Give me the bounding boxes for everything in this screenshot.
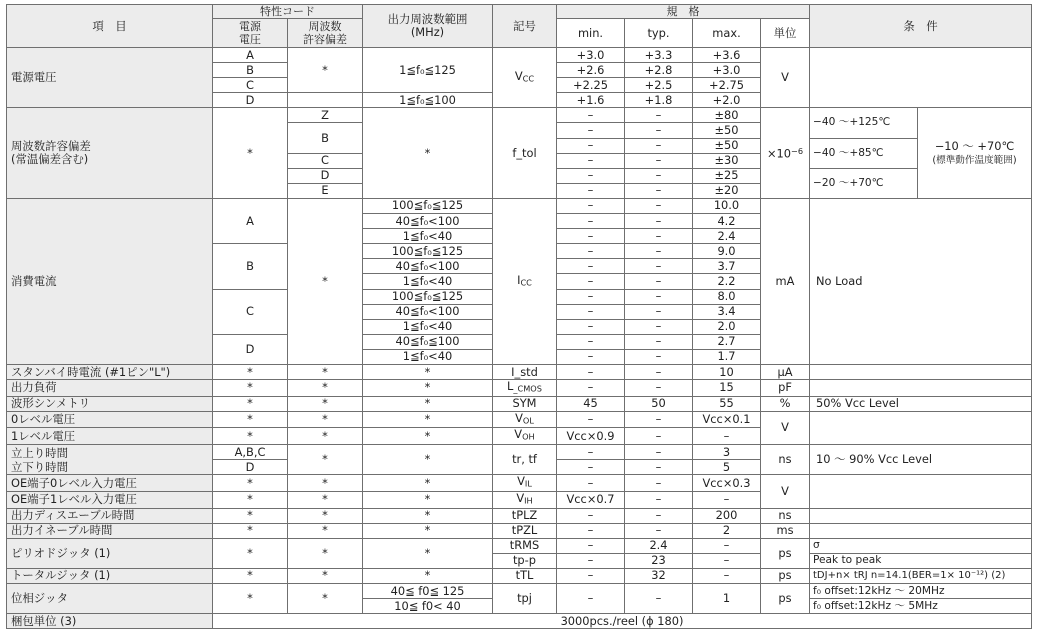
min-cell: – bbox=[557, 123, 625, 138]
freq-cell: 1≦f₀<40 bbox=[363, 349, 493, 364]
freq-cell: 1≦f₀<40 bbox=[363, 319, 493, 334]
min-cell: – bbox=[557, 108, 625, 123]
any-mark: * bbox=[288, 396, 363, 411]
max-cell: – bbox=[693, 538, 761, 553]
min-cell: – bbox=[557, 229, 625, 244]
code-cell: A bbox=[213, 48, 288, 63]
symbol-cell: SYM bbox=[493, 396, 557, 411]
max-cell: +2.75 bbox=[693, 78, 761, 93]
symbol-text: L bbox=[507, 379, 514, 394]
any-mark: * bbox=[288, 584, 363, 614]
freq-cell: 1≦f₀≦125 bbox=[363, 48, 493, 93]
code-cell: C bbox=[288, 153, 363, 168]
unit-cell: V bbox=[761, 411, 810, 444]
cond-cell bbox=[810, 523, 1032, 538]
symbol-cell: tpj bbox=[493, 584, 557, 614]
header-symbol: 記号 bbox=[493, 5, 557, 48]
any-mark: * bbox=[363, 508, 493, 523]
cond-cell bbox=[810, 411, 1032, 444]
typ-cell: – bbox=[625, 523, 693, 538]
min-cell: 45 bbox=[557, 396, 625, 411]
min-cell: +1.6 bbox=[557, 93, 625, 108]
any-mark: * bbox=[363, 491, 493, 508]
any-mark: * bbox=[288, 48, 363, 93]
typ-cell: 32 bbox=[625, 568, 693, 583]
unit-exp: −6 bbox=[790, 146, 804, 157]
freq-cell: 100≦f₀≦125 bbox=[363, 289, 493, 304]
typ-cell: 23 bbox=[625, 553, 693, 568]
table-row bbox=[7, 108, 1032, 123]
header-item: 項 目 bbox=[7, 5, 213, 48]
any-mark: * bbox=[213, 568, 288, 583]
max-cell: 200 bbox=[693, 508, 761, 523]
unit-cell: ns bbox=[761, 508, 810, 523]
typ-cell: – bbox=[625, 411, 693, 428]
max-cell: – bbox=[693, 428, 761, 445]
min-cell: – bbox=[557, 553, 625, 568]
table-row bbox=[7, 364, 1032, 379]
min-cell: – bbox=[557, 475, 625, 492]
max-cell: Vcc×0.1 bbox=[693, 411, 761, 428]
vih-item: OE端子1レベル入力電圧 bbox=[7, 491, 213, 508]
typ-cell: 50 bbox=[625, 396, 693, 411]
cond-temp: −20 ～+70℃ bbox=[810, 168, 918, 198]
min-cell: – bbox=[557, 214, 625, 229]
any-mark: * bbox=[288, 198, 363, 364]
cond-cell: σ bbox=[810, 538, 1032, 553]
max-cell: ±20 bbox=[693, 183, 761, 198]
unit-text: ×10 bbox=[766, 147, 791, 161]
cond-cell: 50% Vcc Level bbox=[810, 396, 1032, 411]
min-cell: – bbox=[557, 334, 625, 349]
typ-cell: – bbox=[625, 491, 693, 508]
blank-cell bbox=[288, 93, 363, 108]
rise-item-line1: 立上り時間 bbox=[11, 445, 68, 460]
any-mark: * bbox=[213, 584, 288, 614]
freq-cell: 40≦f₀<100 bbox=[363, 259, 493, 274]
typ-cell: – bbox=[625, 475, 693, 492]
table-row bbox=[7, 584, 1032, 599]
header-condition: 条 件 bbox=[810, 5, 1032, 48]
header-row-1 bbox=[7, 5, 1032, 19]
cond-room-line2: (標準動作温度範囲) bbox=[932, 154, 1017, 166]
code-cell: D bbox=[288, 168, 363, 183]
tplz-item: 出力ディスエーブル時間 bbox=[7, 508, 213, 523]
any-mark: * bbox=[213, 428, 288, 445]
min-cell: – bbox=[557, 538, 625, 553]
max-cell: – bbox=[693, 568, 761, 583]
max-cell: 55 bbox=[693, 396, 761, 411]
symbol-sub: _CMOS bbox=[513, 383, 542, 394]
max-cell: 2.0 bbox=[693, 319, 761, 334]
any-mark: * bbox=[288, 508, 363, 523]
min-cell: – bbox=[557, 259, 625, 274]
vil-item: OE端子0レベル入力電圧 bbox=[7, 475, 213, 492]
cond-cell bbox=[810, 380, 1032, 397]
symbol-sub: IL bbox=[524, 478, 532, 489]
symbol-cell: I_std bbox=[493, 364, 557, 379]
any-mark: * bbox=[363, 568, 493, 583]
freq-cell: 1≦f₀≦100 bbox=[363, 93, 493, 108]
max-cell: 1.7 bbox=[693, 349, 761, 364]
unit-cell: ps bbox=[761, 584, 810, 614]
code-cell: D bbox=[213, 93, 288, 108]
any-mark: * bbox=[288, 411, 363, 428]
min-cell: – bbox=[557, 508, 625, 523]
any-mark: * bbox=[288, 428, 363, 445]
table-row bbox=[7, 198, 1032, 213]
min-cell: – bbox=[557, 380, 625, 397]
packing-item: 梱包単位 (3) bbox=[7, 614, 213, 629]
symbol-text: V bbox=[515, 411, 523, 425]
symbol-text: V bbox=[514, 68, 523, 83]
ftol-symbol: f_tol bbox=[493, 108, 557, 199]
vcc-symbol bbox=[493, 48, 557, 108]
any-mark: * bbox=[288, 380, 363, 397]
symbol-cell: tr, tf bbox=[493, 445, 557, 475]
cond-cell: No Load bbox=[810, 198, 1032, 364]
any-mark: * bbox=[363, 475, 493, 492]
any-mark: * bbox=[363, 108, 493, 199]
typ-cell: – bbox=[625, 349, 693, 364]
symbol-text: I bbox=[517, 272, 521, 287]
min-cell: – bbox=[557, 445, 625, 460]
symbol-sub: OL bbox=[522, 415, 534, 426]
ftol-unit bbox=[761, 108, 810, 199]
symbol-text: V bbox=[516, 491, 525, 505]
tpzl-item: 出力イネーブル時間 bbox=[7, 523, 213, 538]
cond-temp: −40 ～+125℃ bbox=[810, 108, 918, 138]
standby-item: スタンバイ時電流 (#1ピン"L") bbox=[7, 364, 213, 379]
any-mark: * bbox=[363, 428, 493, 445]
code-cell: B bbox=[288, 123, 363, 153]
max-cell: – bbox=[693, 553, 761, 568]
typ-cell: +3.3 bbox=[625, 48, 693, 63]
header-spec-group: 規 格 bbox=[557, 5, 810, 19]
table-row bbox=[7, 568, 1032, 583]
code-cell: D bbox=[213, 334, 288, 364]
typ-cell: – bbox=[625, 380, 693, 397]
vcc-item: 電源電圧 bbox=[7, 48, 213, 108]
table-row bbox=[7, 523, 1032, 538]
cond-cell: 10 ～ 90% Vcc Level bbox=[810, 445, 1032, 475]
any-mark: * bbox=[363, 364, 493, 379]
max-cell: 3 bbox=[693, 445, 761, 460]
unit-cell: V bbox=[761, 475, 810, 508]
unit-cell: ns bbox=[761, 445, 810, 475]
any-mark: * bbox=[288, 475, 363, 492]
table-row bbox=[7, 445, 1032, 460]
symbol-sub: CC bbox=[520, 277, 532, 288]
code-cell: C bbox=[213, 78, 288, 93]
min-cell: +3.0 bbox=[557, 48, 625, 63]
typ-cell: – bbox=[625, 229, 693, 244]
typ-cell: +1.8 bbox=[625, 93, 693, 108]
any-mark: * bbox=[288, 491, 363, 508]
phase-jitter-item: 位相ジッタ bbox=[7, 584, 213, 614]
cond-cell bbox=[810, 508, 1032, 523]
code-cell: D bbox=[213, 460, 288, 475]
any-mark: * bbox=[213, 396, 288, 411]
code-cell: B bbox=[213, 63, 288, 78]
min-cell: – bbox=[557, 364, 625, 379]
typ-cell: – bbox=[625, 138, 693, 153]
header-freq-range: 出力周波数範囲 (MHz) bbox=[363, 5, 493, 48]
min-cell: – bbox=[557, 183, 625, 198]
typ-cell: +2.8 bbox=[625, 63, 693, 78]
min-cell: – bbox=[557, 168, 625, 183]
period-jitter-item: ピリオドジッタ (1) bbox=[7, 538, 213, 568]
table-row bbox=[7, 48, 1032, 63]
typ-cell: – bbox=[625, 428, 693, 445]
cond-cell: Peak to peak bbox=[810, 553, 1032, 568]
typ-cell: – bbox=[625, 259, 693, 274]
symbol-cell: tPZL bbox=[493, 523, 557, 538]
table-row bbox=[7, 475, 1032, 492]
table-row bbox=[7, 538, 1032, 553]
any-mark: * bbox=[288, 364, 363, 379]
typ-cell: – bbox=[625, 460, 693, 475]
max-cell: 2.7 bbox=[693, 334, 761, 349]
table-row bbox=[7, 411, 1032, 428]
icc-item: 消費電流 bbox=[7, 198, 213, 364]
typ-cell: – bbox=[625, 244, 693, 259]
any-mark: * bbox=[213, 523, 288, 538]
table-row bbox=[7, 380, 1032, 397]
cond-cell: tDJ+n× tRJ n=14.1(BER=1× 10⁻¹²) (2) bbox=[810, 568, 1032, 583]
max-cell: ±50 bbox=[693, 138, 761, 153]
total-jitter-item: トータルジッタ (1) bbox=[7, 568, 213, 583]
max-cell: ±80 bbox=[693, 108, 761, 123]
cond-cell: f₀ offset:12kHz ～ 20MHz bbox=[810, 584, 1032, 599]
any-mark: * bbox=[213, 538, 288, 568]
any-mark: * bbox=[363, 396, 493, 411]
max-cell: 8.0 bbox=[693, 289, 761, 304]
any-mark: * bbox=[363, 411, 493, 428]
code-cell: Z bbox=[288, 108, 363, 123]
typ-cell: – bbox=[625, 508, 693, 523]
typ-cell: 2.4 bbox=[625, 538, 693, 553]
cond-temp: −40 ～+85℃ bbox=[810, 138, 918, 168]
max-cell: 3.7 bbox=[693, 259, 761, 274]
freq-cell: 40≦ f0≦ 125 bbox=[363, 584, 493, 599]
max-cell: 2.4 bbox=[693, 229, 761, 244]
symbol-cell: tPLZ bbox=[493, 508, 557, 523]
any-mark: * bbox=[213, 108, 288, 199]
typ-cell: – bbox=[625, 214, 693, 229]
max-cell: 5 bbox=[693, 460, 761, 475]
max-cell: – bbox=[693, 491, 761, 508]
vil-symbol bbox=[493, 475, 557, 492]
freq-cell: 40≦f₀<100 bbox=[363, 214, 493, 229]
cond-cell bbox=[810, 475, 1032, 508]
typ-cell: – bbox=[625, 334, 693, 349]
symbol-sub: CC bbox=[522, 73, 535, 84]
packing-value: 3000pcs./reel (ϕ 180) bbox=[213, 614, 1032, 629]
ftol-item-line2: (常温偏差含む) bbox=[11, 152, 89, 167]
vol-symbol bbox=[493, 411, 557, 428]
code-cell: E bbox=[288, 183, 363, 198]
freq-cell: 40≦f₀<100 bbox=[363, 304, 493, 319]
symbol-cell: tTL bbox=[493, 568, 557, 583]
symbol-text: V bbox=[514, 427, 523, 442]
table-row bbox=[7, 396, 1032, 411]
min-cell: – bbox=[557, 460, 625, 475]
max-cell: Vcc×0.3 bbox=[693, 475, 761, 492]
typ-cell: – bbox=[625, 108, 693, 123]
min-cell: – bbox=[557, 274, 625, 289]
any-mark: * bbox=[213, 380, 288, 397]
unit-cell: ps bbox=[761, 568, 810, 583]
min-cell: Vcc×0.7 bbox=[557, 491, 625, 508]
typ-cell: – bbox=[625, 289, 693, 304]
any-mark: * bbox=[363, 380, 493, 397]
cond-room bbox=[918, 108, 1032, 199]
header-code-group: 特性コード bbox=[213, 5, 363, 19]
any-mark: * bbox=[288, 445, 363, 475]
unit-cell: V bbox=[761, 48, 810, 108]
header-max: max. bbox=[693, 19, 761, 48]
code-cell: B bbox=[213, 244, 288, 289]
header-min: min. bbox=[557, 19, 625, 48]
header-code-tolerance: 周波数 許容偏差 bbox=[288, 19, 363, 48]
max-cell: 10 bbox=[693, 364, 761, 379]
max-cell: +2.0 bbox=[693, 93, 761, 108]
symbol-cell: tp-p bbox=[493, 553, 557, 568]
typ-cell: – bbox=[625, 198, 693, 213]
max-cell: +3.6 bbox=[693, 48, 761, 63]
min-cell: +2.25 bbox=[557, 78, 625, 93]
typ-cell: – bbox=[625, 153, 693, 168]
min-cell: – bbox=[557, 411, 625, 428]
spec-table bbox=[6, 4, 1032, 629]
any-mark: * bbox=[363, 523, 493, 538]
min-cell: – bbox=[557, 138, 625, 153]
typ-cell: – bbox=[625, 183, 693, 198]
unit-cell: mA bbox=[761, 198, 810, 364]
any-mark: * bbox=[363, 445, 493, 475]
table-row bbox=[7, 614, 1032, 629]
rise-item bbox=[7, 445, 213, 475]
vol-item: 0レベル電圧 bbox=[7, 411, 213, 428]
typ-cell: – bbox=[625, 319, 693, 334]
max-cell: 15 bbox=[693, 380, 761, 397]
max-cell: 3.4 bbox=[693, 304, 761, 319]
max-cell: 1 bbox=[693, 584, 761, 614]
min-cell: – bbox=[557, 244, 625, 259]
any-mark: * bbox=[288, 538, 363, 568]
header-unit: 単位 bbox=[761, 19, 810, 48]
symbol-cell: tRMS bbox=[493, 538, 557, 553]
typ-cell: – bbox=[625, 364, 693, 379]
typ-cell: – bbox=[625, 168, 693, 183]
header-typ: typ. bbox=[625, 19, 693, 48]
any-mark: * bbox=[213, 364, 288, 379]
typ-cell: – bbox=[625, 274, 693, 289]
freq-cell: 40≦f₀≦100 bbox=[363, 334, 493, 349]
min-cell: – bbox=[557, 568, 625, 583]
any-mark: * bbox=[213, 491, 288, 508]
any-mark: * bbox=[213, 475, 288, 492]
min-cell: – bbox=[557, 153, 625, 168]
min-cell: – bbox=[557, 304, 625, 319]
load-item: 出力負荷 bbox=[7, 380, 213, 397]
icc-symbol bbox=[493, 198, 557, 364]
max-cell: ±30 bbox=[693, 153, 761, 168]
min-cell: +2.6 bbox=[557, 63, 625, 78]
freq-cell: 1≦f₀<40 bbox=[363, 229, 493, 244]
rise-item-line2: 立下り時間 bbox=[11, 459, 68, 474]
any-mark: * bbox=[288, 523, 363, 538]
code-cell: A,B,C bbox=[213, 445, 288, 460]
symbol-sub: IH bbox=[524, 495, 533, 506]
min-cell: – bbox=[557, 349, 625, 364]
any-mark: * bbox=[213, 508, 288, 523]
any-mark: * bbox=[213, 411, 288, 428]
min-cell: – bbox=[557, 319, 625, 334]
symbol-text: V bbox=[517, 474, 525, 489]
sym-item: 波形シンメトリ bbox=[7, 396, 213, 411]
voh-symbol bbox=[493, 428, 557, 445]
code-cell: C bbox=[213, 289, 288, 334]
freq-cell: 10≦ f0< 40 bbox=[363, 599, 493, 614]
any-mark: * bbox=[288, 568, 363, 583]
max-cell: +3.0 bbox=[693, 63, 761, 78]
ftol-item-line1: 周波数許容偏差 bbox=[11, 139, 91, 154]
voh-item: 1レベル電圧 bbox=[7, 428, 213, 445]
typ-cell: +2.5 bbox=[625, 78, 693, 93]
typ-cell: – bbox=[625, 584, 693, 614]
cond-cell: f₀ offset:12kHz ～ 5MHz bbox=[810, 599, 1032, 614]
freq-cell: 100≦f₀≦125 bbox=[363, 198, 493, 213]
max-cell: 4.2 bbox=[693, 214, 761, 229]
freq-cell: 100≦f₀≦125 bbox=[363, 244, 493, 259]
freq-cell: 1≦f₀<40 bbox=[363, 274, 493, 289]
cond-cell bbox=[810, 48, 1032, 108]
min-cell: – bbox=[557, 584, 625, 614]
max-cell: 10.0 bbox=[693, 198, 761, 213]
max-cell: ±50 bbox=[693, 123, 761, 138]
min-cell: – bbox=[557, 289, 625, 304]
max-cell: 2 bbox=[693, 523, 761, 538]
unit-cell: ps bbox=[761, 538, 810, 568]
max-cell: ±25 bbox=[693, 168, 761, 183]
vih-symbol bbox=[493, 491, 557, 508]
min-cell: – bbox=[557, 198, 625, 213]
table-row bbox=[7, 508, 1032, 523]
min-cell: – bbox=[557, 523, 625, 538]
any-mark: * bbox=[363, 538, 493, 568]
cond-cell bbox=[810, 364, 1032, 379]
header-code-voltage: 電源 電圧 bbox=[213, 19, 288, 48]
load-symbol bbox=[493, 380, 557, 397]
min-cell: Vcc×0.9 bbox=[557, 428, 625, 445]
max-cell: 9.0 bbox=[693, 244, 761, 259]
unit-cell: % bbox=[761, 396, 810, 411]
symbol-sub: OH bbox=[522, 432, 535, 443]
code-cell: A bbox=[213, 198, 288, 243]
typ-cell: – bbox=[625, 123, 693, 138]
typ-cell: – bbox=[625, 445, 693, 460]
unit-cell: pF bbox=[761, 380, 810, 397]
unit-cell: ms bbox=[761, 523, 810, 538]
max-cell: 2.2 bbox=[693, 274, 761, 289]
ftol-item bbox=[7, 108, 213, 199]
typ-cell: – bbox=[625, 304, 693, 319]
unit-cell: μA bbox=[761, 364, 810, 379]
cond-room-line1: −10 ～ +70℃ bbox=[934, 138, 1015, 153]
